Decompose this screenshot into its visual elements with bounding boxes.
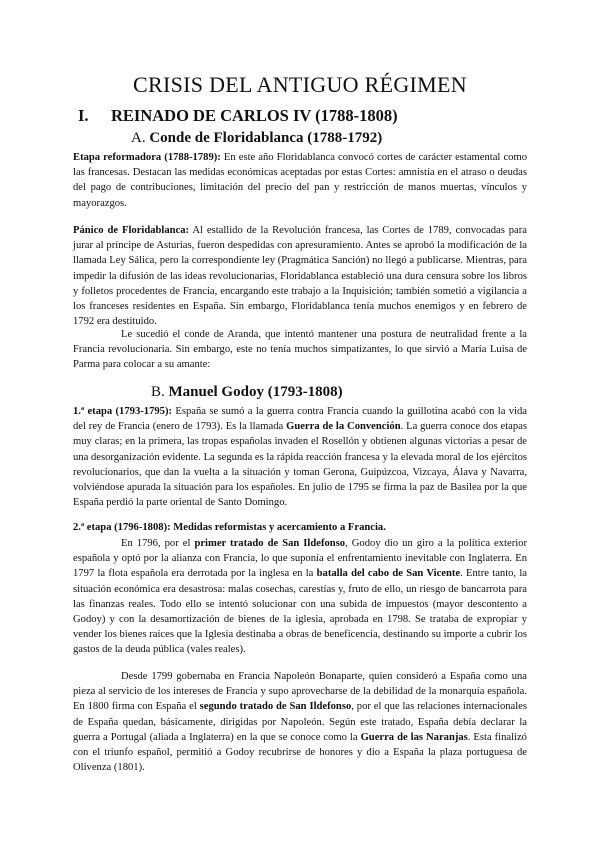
paragraph-lead: 1.ª etapa (1793-1795): [73,406,173,417]
subsection-title: Conde de Floridablanca (1788-1792) [149,130,383,146]
page-title: CRISIS DEL ANTIGUO RÉGIMEN [133,72,467,97]
paragraph-san-ildefonso [73,536,527,658]
paragraph-text: España se sumó a la guerra contra Francia cuando la guillotina acabó con la vida del rey de Francia (enero de 1793). Es la llamada [73,406,527,433]
paragraph-text: , por el que las relaciones internacionales de España quedan, básicamente, dirigidas por Napoleón. Según este tratado, España debía declarar la guerra a Portugal (aliada a Inglaterra) en la que se conoce como la [73,701,528,743]
bold-term: Guerra de la Convención [286,421,401,433]
subsection-letter: B. [151,384,165,400]
section-title: REINADO DE CARLOS IV (1788-1808) [111,106,398,125]
paragraph-text: En este año Floridablanca convocó cortes de carácter estamental como las francesas. Destacan las medidas económicas aceptadas por estas Cortes: amnistía en el atraso o deudas del pago de contribuciones, limitación del precio del pan y restricción de manos muertas, vínculos y mayorazgos. [73,152,527,209]
section-number: I. [78,106,89,125]
subsection-heading-a [131,130,382,147]
paragraph-text: . La guerra conoce dos etapas muy claras; en la primera, las tropas españolas invaden el Rosellón y obtienen algunas victorias a pesar de una desorganización evidente. La segunda es la rápida reacción francesa y la elevada moral de los ejércitos revolucionarios, que dan la vuelta a la situación y toman Gerona, Guipúzcoa, Vizcaya, Álava y Navarra, volviéndose apurada la situación para los españoles. En julio de 1795 se firma la paz de Basilea por la que España perdió la parte oriental de Santo Domingo. [73,421,527,509]
paragraph-napoleon [73,669,527,775]
section-heading [78,106,398,126]
bold-term: primer tratado de San Ildefonso [194,538,346,549]
paragraph-primera-etapa [73,404,527,510]
paragraph-text: , Godoy dio un giro a la política exterior española y optó por la alianza con Francia, lo que suponía el enfrentamiento inevitable con Inglaterra. En 1797 la flota española era derrotada por la inglesa en la [73,538,527,580]
paragraph-text: . Entre tanto, la situación económica era desastrosa: malas cosechas, carestías y, fruto de ello, un riesgo de bancarrota para las finanzas reales. Todo ello se intentó solucionar con una subida de impuestos (mayor descontento a Godoy) y con la desamortización de bienes de la iglesia, aprobada en 1798. Se trataba de expropiar y vender los bienes raíces que la Iglesia destinaba a obras de beneficencia, destinando su importe a cubrir los gastos de la deuda pública (vales reales). [73,568,528,656]
paragraph-panico [73,223,527,329]
paragraph-lead: Pánico de Floridablanca: [73,225,190,236]
subsection-letter: A. [131,130,146,146]
paragraph-lead: Etapa reformadora (1788-1789): [73,152,221,163]
paragraph-etapa-reformadora [73,150,527,211]
paragraph-lead: 2.ª etapa (1796-1808): Medidas reformistas y acercamiento a Francia. [73,522,386,533]
paragraph-text: En 1796, por el [121,538,195,549]
subsection-heading-b [151,384,343,401]
paragraph-text: . Esta finalizó con el triunfo español, permitió a Godoy recubrirse de honores y dio a España la plaza portuguesa de Olivenza (1801). [73,731,527,774]
bold-term: batalla del cabo de San Vicente [316,568,461,580]
paragraph-aranda [73,327,527,373]
paragraph-segunda-etapa-heading [73,520,527,535]
paragraph-text: Al estallido de la Revolución francesa, las Cortes de 1789, convocadas para jurar al príncipe de Asturias, fueron despedidas con apresuramiento. Antes se aprobó la modificación de la llamada Ley Sálica, pero la correspondiente ley (Pragmática Sanción) no llegó a publicarse. Mientras, para impedir la difusión de las ideas revolucionarias, Floridablanca estableció una dura censura sobre los libros y folletos procedentes de Francia, encargando este trabajo a la Inquisición; también sometió a vigilancia a los franceses residentes en España. Sin embargo, Floridablanca tenía muchos enemigos y en febrero de 1792 era destituido. [73,225,527,328]
bold-term: segundo tratado de San Ildefonso [199,701,352,713]
paragraph-text: Le sucedió el conde de Aranda, que intentó mantener una postura de neutralidad frente a la Francia revolucionaria. Sin embargo, este no tenía muchos simpatizantes, lo que sirvió a María Luisa de Parma para colocar a su amante: [73,329,527,371]
subsection-title: Manuel Godoy (1793-1808) [168,384,343,400]
bold-term: Guerra de las Naranjas [360,731,468,743]
paragraph-text: Desde 1799 gobernaba en Francia Napoleón Bonaparte, quien consideró a España como una pieza al servicio de los intereses de Francia y supo aprovecharse de la debilidad de la monarquía española. En 1800 firma con España el [73,671,527,713]
